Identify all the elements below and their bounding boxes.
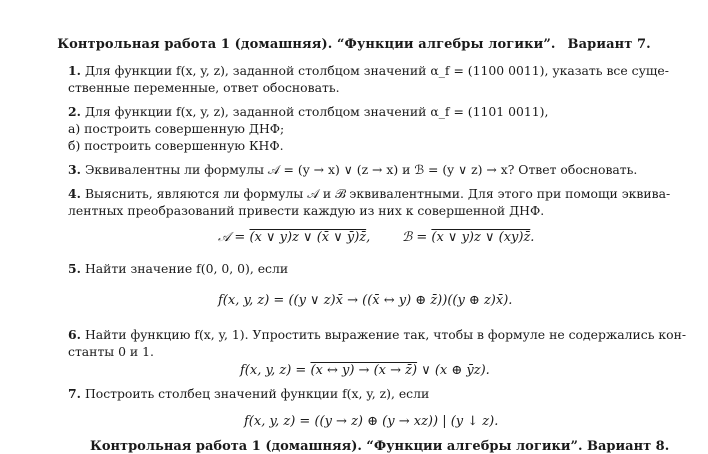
task6-line1 — [68, 327, 686, 343]
task3-number: 3. — [68, 162, 81, 177]
task7-text-1: Построить столбец значений функции f(x, y, z), если — [84, 386, 430, 401]
task7-number: 7. — [68, 386, 81, 401]
next-variant-title: Контрольная работа 1 (домашняя). “Функции алгебры логики”. Вариант 8. — [90, 439, 670, 454]
task5-formula: f(x, y, z) = ((y ∨ z)x̄ → ((x̄ ↔ y) ⊕ z̄))((y ⊕ z)x̄). — [218, 293, 513, 308]
task1-number: 1. — [68, 63, 81, 78]
formula-b-rhs: (x ∨ y)z ∨ (xy)z̄ — [431, 230, 531, 245]
task6-formula-overlined: (x ↔ y) → (x → z̄) — [310, 363, 418, 378]
task4-formula-b — [402, 229, 534, 247]
task3-text-1: Эквивалентны ли формулы 𝒜 = (y → x) ∨ (z → x) и ℬ = (y ∨ z) → x? Ответ обосновать. — [84, 162, 638, 177]
task4-line2: лентных преобразований привести каждую из них к совершенной ДНФ. — [68, 203, 545, 218]
formula-a-end: , — [366, 230, 371, 245]
task1-text-1: Для функции f(x, y, z), заданной столбцом значений α_f = (1100 0011), указать все суще- — [84, 63, 669, 78]
task4-number: 4. — [68, 186, 81, 201]
task6-number: 6. — [68, 327, 81, 342]
title-main: Контрольная работа 1 (домашняя). “Функции алгебры логики”. — [57, 37, 556, 52]
task6-text-1: Найти функцию f(x, y, 1). Упростить выражение так, чтобы в формуле не содержались кон- — [84, 327, 687, 342]
formula-a-rhs: (x ∨ y)z ∨ (x̄ ∨ ȳ)z̄ — [249, 230, 367, 245]
task3-line1 — [68, 162, 637, 178]
task2-line2: а) построить совершенную ДНФ; — [68, 121, 285, 136]
task2-line1 — [68, 104, 548, 120]
task6-formula-rhs: ∨ (x ⊕ ȳz). — [417, 363, 490, 378]
task5-text-1: Найти значение f(0, 0, 0), если — [84, 261, 289, 276]
formula-a-lhs: 𝒜 = — [218, 230, 250, 245]
title-variant: Вариант 7. — [567, 37, 651, 52]
task7-formula: f(x, y, z) = ((y → z) ⊕ (y → xz)) | (y ↓ z). — [244, 414, 499, 429]
task1-line2: ственные переменные, ответ обосновать. — [68, 80, 340, 95]
task4-formula-a — [218, 229, 370, 247]
task6-line2: станты 0 и 1. — [68, 344, 154, 359]
task2-text-1: Для функции f(x, y, z), заданной столбцом значений α_f = (1101 0011), — [84, 104, 549, 119]
task6-formula — [240, 362, 490, 380]
task5-line1 — [68, 261, 288, 277]
formula-b-lhs: ℬ = — [402, 230, 432, 245]
task1-line1 — [68, 63, 669, 79]
task7-line1 — [68, 386, 429, 402]
task5-number: 5. — [68, 261, 81, 276]
task6-formula-lhs: f(x, y, z) = — [240, 363, 311, 378]
task4-text-1: Выяснить, являются ли формулы 𝒜 и ℬ эквивалентными. Для этого при помощи эквива- — [84, 186, 671, 201]
task4-line1 — [68, 186, 670, 202]
task2-line3: б) построить совершенную КНФ. — [68, 138, 284, 153]
formula-b-end: . — [530, 230, 535, 245]
page-title — [0, 37, 708, 52]
task2-number: 2. — [68, 104, 81, 119]
